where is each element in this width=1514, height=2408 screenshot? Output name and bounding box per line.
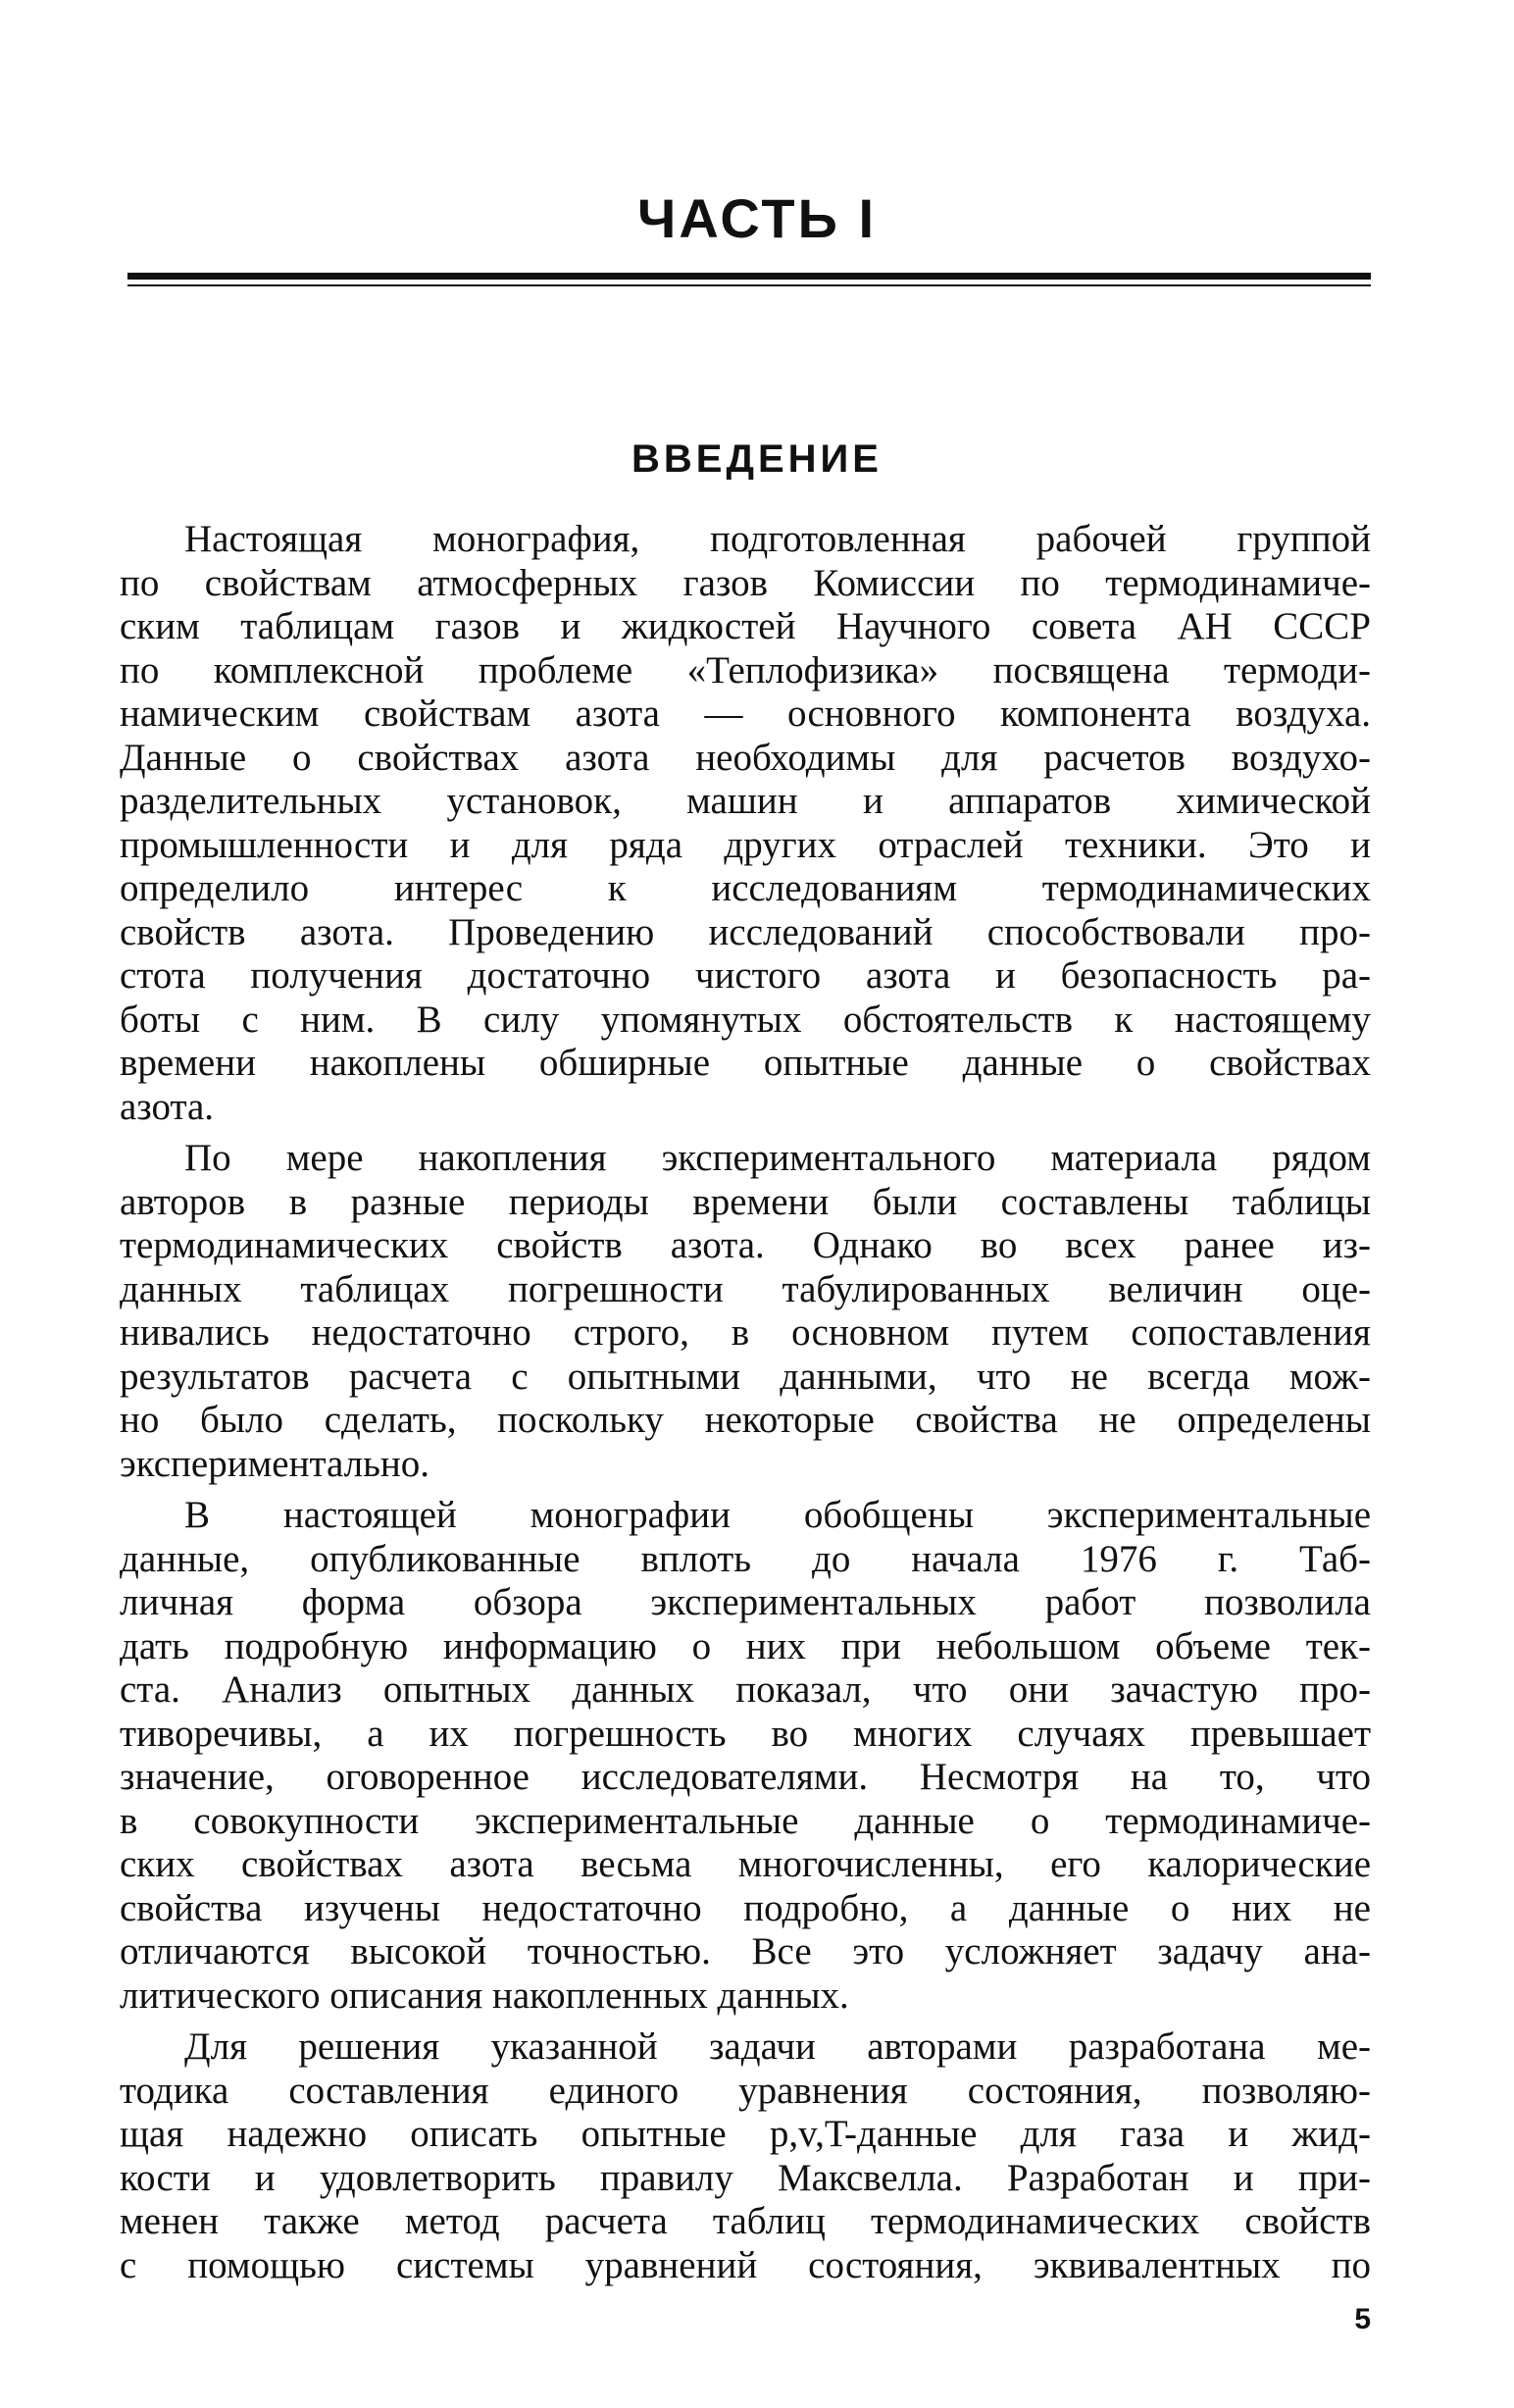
text-line: отличаются высокой точностью. Все это усложняет задачу ана- [120, 1930, 1371, 1973]
text-line: По мере накопления экспериментального материала рядом [184, 1137, 1371, 1179]
paragraph-1 [120, 518, 1371, 1129]
text-line: свойства изучены недостаточно подробно, а данные о них не [120, 1886, 1371, 1929]
text-line: Данные о свойствах азота необходимы для расчетов воздухо- [120, 736, 1371, 779]
text-line: авторов в разные периоды времени были составлены таблицы [120, 1180, 1371, 1223]
text-line: разделительных установок, машин и аппаратов химической [120, 780, 1371, 822]
text-line: кости и удовлетворить правилу Максвелла. Разработан и при- [120, 2156, 1371, 2199]
paragraph-3 [120, 1494, 1371, 2018]
text-line: ста. Анализ опытных данных показал, что они зачастую про- [120, 1668, 1371, 1711]
text-line: ских свойствах азота весьма многочисленны, его калорические [120, 1843, 1371, 1885]
text-line: времени накоплены обширные опытные данные о свойствах [120, 1042, 1371, 1084]
text-line: стота получения достаточно чистого азота и безопасность ра- [120, 954, 1371, 997]
text-line: В настоящей монографии обобщены экспериментальные [184, 1494, 1371, 1536]
title-rule-thin [127, 284, 1371, 286]
text-line: намическим свойствам азота — основного компонента воздуха. [120, 692, 1371, 735]
text-line: данных таблицах погрешности табулированных величин оце- [120, 1267, 1371, 1310]
text-line: тодика составления единого уравнения состояния, позволяю- [120, 2069, 1371, 2112]
page-number: 5 [1354, 2303, 1371, 2335]
paragraph-2 [120, 1137, 1371, 1486]
part-title: ЧАСТЬ I [636, 187, 877, 249]
text-line: по свойствам атмосферных газов Комиссии по термодинамиче- [120, 561, 1371, 604]
text-line: но было сделать, поскольку некоторые свойства не определены [120, 1399, 1371, 1441]
paragraph-4 [120, 2025, 1371, 2287]
text-line: определило интерес к исследованиям термодинамических [120, 867, 1371, 909]
title-rule-thick [127, 273, 1371, 280]
text-line: ским таблицам газов и жидкостей Научного совета АН СССР [120, 605, 1371, 647]
text-line: по комплексной проблеме «Теплофизика» посвящена термоди- [120, 648, 1371, 692]
text-line: данные, опубликованные вплоть до начала 1976 г. Таб- [120, 1537, 1371, 1580]
text-line: азота. [120, 1085, 215, 1128]
text-line: нивались недостаточно строго, в основном путем сопоставления [120, 1311, 1371, 1354]
text-line: экспериментально. [120, 1442, 429, 1485]
text-line: тиворечивы, а их погрешность во многих случаях превышает [120, 1712, 1371, 1755]
text-line: Настоящая монография, подготовленная рабочей группой [184, 518, 1371, 560]
body-text [120, 518, 1371, 2295]
text-line: боты с ним. В силу упомянутых обстоятельств к настоящему [120, 998, 1371, 1041]
text-line: дать подробную информацию о них при небольшом объеме тек- [120, 1624, 1371, 1667]
text-line: результатов расчета с опытными данными, что не всегда мож- [120, 1355, 1371, 1398]
text-line: в совокупности экспериментальные данные о термодинамиче- [120, 1799, 1371, 1842]
text-line: щая надежно описать опытные p,v,T-данные для газа и жид- [120, 2113, 1371, 2155]
text-line: менен также метод расчета таблиц термодинамических свойств [120, 2200, 1371, 2242]
text-line: промышленности и для ряда других отраслей техники. Это и [120, 823, 1371, 866]
text-line: Для решения указанной задачи авторами разработана ме- [184, 2025, 1371, 2068]
text-line: термодинамических свойств азота. Однако во всех ранее из- [120, 1224, 1371, 1266]
text-line: с помощью системы уравнений состояния, эквивалентных по [120, 2243, 1371, 2286]
text-line: литического описания накопленных данных. [120, 1973, 849, 2017]
text-line: свойств азота. Проведению исследований способствовали про- [120, 910, 1371, 953]
text-line: значение, оговоренное исследователями. Несмотря на то, что [120, 1756, 1371, 1798]
section-title: ВВЕДЕНИЕ [631, 437, 883, 481]
text-line: личная форма обзора экспериментальных работ позволила [120, 1581, 1371, 1623]
